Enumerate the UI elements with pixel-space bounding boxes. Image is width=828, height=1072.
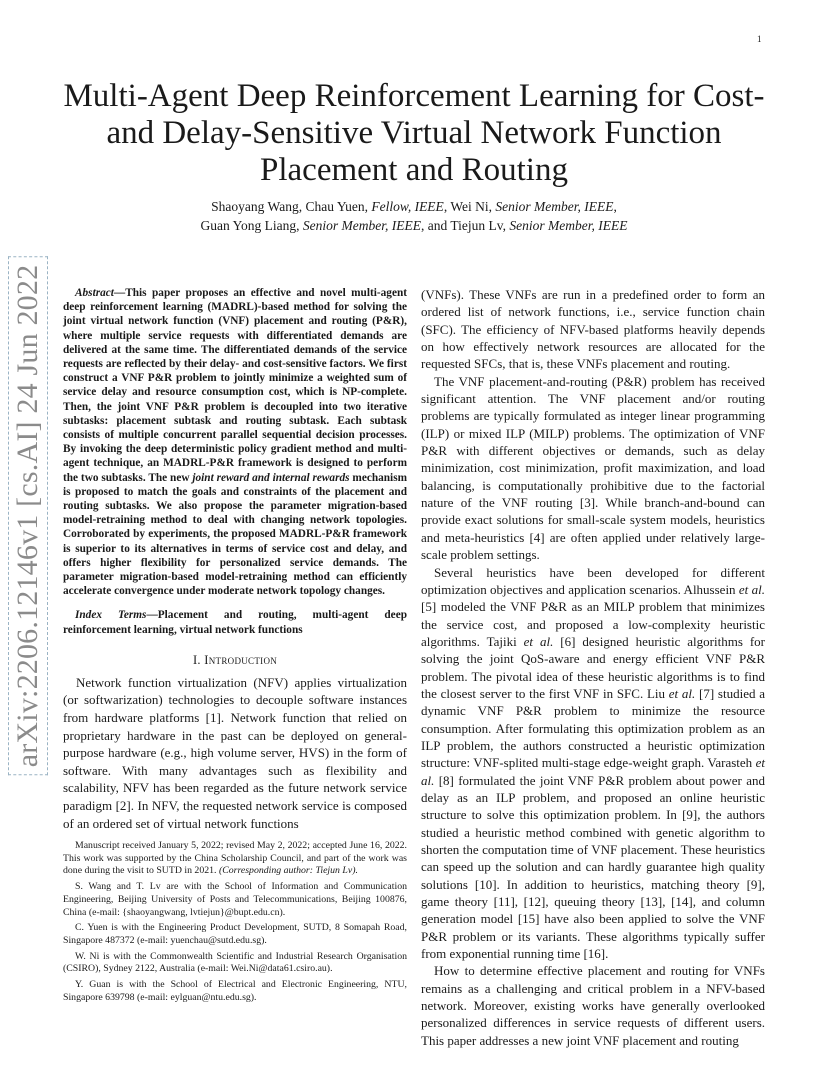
arxiv-stamp	[8, 266, 48, 766]
page-number: 1	[757, 34, 762, 44]
right-column	[421, 286, 765, 1049]
abstract-text-1: This paper proposes an effective and novel multi-agent deep reinforcement learning (MADRL)-based method for solving the joint virtual network function (VNF) placement and routing (P&R), where multiple service requests with differentiated demands are delivered at the same time. The differentiated demands of the service requests are reflected by their delay- and cost-sensitive factors. We first construct a VNF P&R problem to jointly minimize a weighted sum of service delay and resource consumption cost, which is NP-complete. Then, the joint VNF P&R problem is decoupled into two iterative subtasks: placement subtask and routing subtask. Each subtask consists of multiple concurrent parallel sequential decision processes. By invoking the deep deterministic policy gradient method and multi-agent technique, an MADRL-P&R framework is designed to perform the two subtasks. The new	[63, 287, 407, 484]
author-list	[60, 197, 768, 235]
author-role-4: Senior Member, IEEE	[509, 218, 628, 233]
index-terms-label: Index Terms	[75, 609, 147, 622]
footnote-manuscript-text: Manuscript received January 5, 2022; revised May 2, 2022; accepted June 16, 2022. This work was supported by the China Scholarship Council, and part of the work was done during the visit to SUTD in 2021.	[63, 840, 407, 877]
author-role-1: Fellow, IEEE	[371, 199, 444, 214]
p3-text-4: [7] studied a dynamic VNF P&R problem to minimize the resource consumption. After formulating this optimization problem as an ILP problem, the authors constructed a heuristic optimization structure: VNF-splited multi-stage edge-weight graph. Varasteh	[421, 685, 765, 771]
abstract-dash: —	[113, 287, 126, 299]
abstract-emphasis: joint reward and internal rewards	[192, 471, 350, 484]
p3-text-5: [8] formulated the joint VNF P&R problem about power and delay as an ILP problem, and proposed an online heuristic structure to solve this optimization problem. In [9], the authors studied a heuristic method combined with genetic algorithm to shorten the computation time of VNF placement. These heuristics can speed up the solution and can hardly guarantee high quality solutions [10]. In addition to heuristics, matching theory [9], game theory [11], [12], queuing theory [13], [14], and column generation model [15] have also been applied to solve the VNF P&R problem or its variants. These algorithms typically suffer from exponential running time [16].	[421, 772, 765, 962]
author-sep: ,	[613, 199, 617, 214]
p3-emph-3: et al.	[668, 685, 696, 701]
footnote-corresponding-author: (Corresponding author: Tiejun Lv).	[218, 865, 358, 877]
p3-text-1: Several heuristics have been developed for different optimization objectives and application scenarios. Alhussein	[421, 564, 765, 597]
footnote-affiliation-ntu: Y. Guan is with the School of Electrical and Electronic Engineering, NTU, Singapore 639798 (e-mail: eylguan@ntu.edu.sg).	[63, 979, 407, 1003]
abstract-label: Abstract	[75, 287, 114, 299]
abstract-text-2: mechanism is proposed to match the goals and constraints of the placement and routing subtasks. We also propose the parameter migration-based model-retraining method to deal with changing network topologies. Corroborated by experiments, the proposed MADRL-P&R framework is superior to its alternatives in terms of service cost and delay, and offers higher flexibility for personalized service demands. The parameter migration-based model-retraining method can efficiently accelerate convergence under moderate network topology changes.	[63, 471, 408, 598]
left-column	[63, 286, 407, 832]
p3-text-2: [5] modeled the VNF P&R as an MILP problem that minimizes the service cost, and proposed a low-complexity heuristic algorithms. Tajiki	[421, 599, 765, 649]
index-terms	[63, 608, 407, 636]
section-number: I.	[192, 652, 201, 667]
author-names-3: Guan Yong Liang,	[200, 218, 303, 233]
p3-emph-1: et al.	[738, 581, 765, 597]
index-terms-dash: —	[146, 609, 158, 622]
body-paragraph-2: The VNF placement-and-routing (P&R) problem has received significant attention. The VNF placement and/or routing problems are typically formulated as integer linear programming (ILP) or mixed ILP (MILP) problems. The optimization of VNF P&R with different objectives or demands, such as delay minimization, cost minimization, profit maximization, and load balancing, is computationally prohibitive due to the factorial nature of the VNF routing [3]. While branch-and-bound can provide exact solutions for small-scale system models, heuristics and meta-heuristics [4] are often applied under relatively large-scale problem settings.	[421, 373, 765, 563]
p3-text-3: [6] designed heuristic algorithms for solving the joint QoS-aware and energy efficient VNF P&R problem. The pivotal idea of these heuristic algorithms is to find the closest server to the first VNF in SFC. Liu	[421, 633, 765, 701]
author-role-2: Senior Member, IEEE	[495, 199, 614, 214]
author-names-1: Shaoyang Wang, Chau Yuen,	[211, 199, 372, 214]
body-paragraph-3	[421, 564, 765, 963]
p3-emph-2: et al.	[523, 633, 554, 649]
footnote-manuscript	[63, 840, 407, 878]
author-names-2: , Wei Ni,	[443, 199, 496, 214]
author-line-1	[60, 197, 768, 216]
abstract	[63, 286, 407, 598]
author-role-3: Senior Member, IEEE	[302, 218, 421, 233]
intro-paragraph: Network function virtualization (NFV) applies virtualization (or softwarization) technologies to decouple software instances from hardware platforms [1]. Network function that relied on proprietary hardware in the past can be deployed on general-purpose hardware (e.g., high volume server, HVS) in the form of software. With many advantages such as flexibility and scalability, NFV has been regarded as the future network service paradigm [2]. In NFV, the requested network service is composed of an ordered set of virtual network functions	[63, 674, 407, 831]
body-paragraph-4: How to determine effective placement and routing for VNFs remains as a challenging and critical problem in a NFV-based network. Moreover, existing works have generally overlooked personalized differences in service requests of different users. This paper addresses a new joint VNF placement and routing	[421, 963, 765, 1048]
arxiv-id-label: arXiv:2206.12146v1 [cs.AI] 24 Jun 2022	[8, 257, 48, 776]
section-title: Introduction	[204, 652, 278, 667]
footnote-affiliation-sutd: C. Yuen is with the Engineering Product Development, SUTD, 8 Somapah Road, Singapore 487372 (e-mail: yuenchau@sutd.edu.sg).	[63, 922, 407, 946]
author-line-2	[60, 216, 768, 235]
author-names-4: , and Tiejun Lv,	[421, 218, 510, 233]
index-terms-text: Placement and routing, multi-agent deep reinforcement learning, virtual network functions	[63, 609, 407, 636]
footnotes	[63, 840, 407, 1007]
footnote-affiliation-csiro: W. Ni is with the Commonwealth Scientific and Industrial Research Organisation (CSIRO), Sydney 2122, Australia (e-mail: Wei.Ni@data61.csiro.au).	[63, 950, 407, 975]
paper-title: Multi-Agent Deep Reinforcement Learning for Cost- and Delay-Sensitive Virtual Network Function Placement and Routing	[63, 78, 765, 188]
p3-emph-4: et al.	[421, 755, 765, 788]
body-paragraph-1: (VNFs). These VNFs are run in a predefined order to form an ordered list of network functions, i.e., service function chain (SFC). The efficiency of NFV-based platforms heavily depends on how effectively network resources are allocated for the requested SFCs, that is, these VNFs placement and routing.	[421, 287, 765, 372]
section-heading	[63, 653, 407, 668]
footnote-affiliation-bupt: S. Wang and T. Lv are with the School of Information and Communication Engineering, Beijing University of Posts and Telecommunications, Beijing 100876, China (e-mail: {shaoyangwang, lvtiejun}@bupt.edu.cn).	[63, 881, 407, 918]
